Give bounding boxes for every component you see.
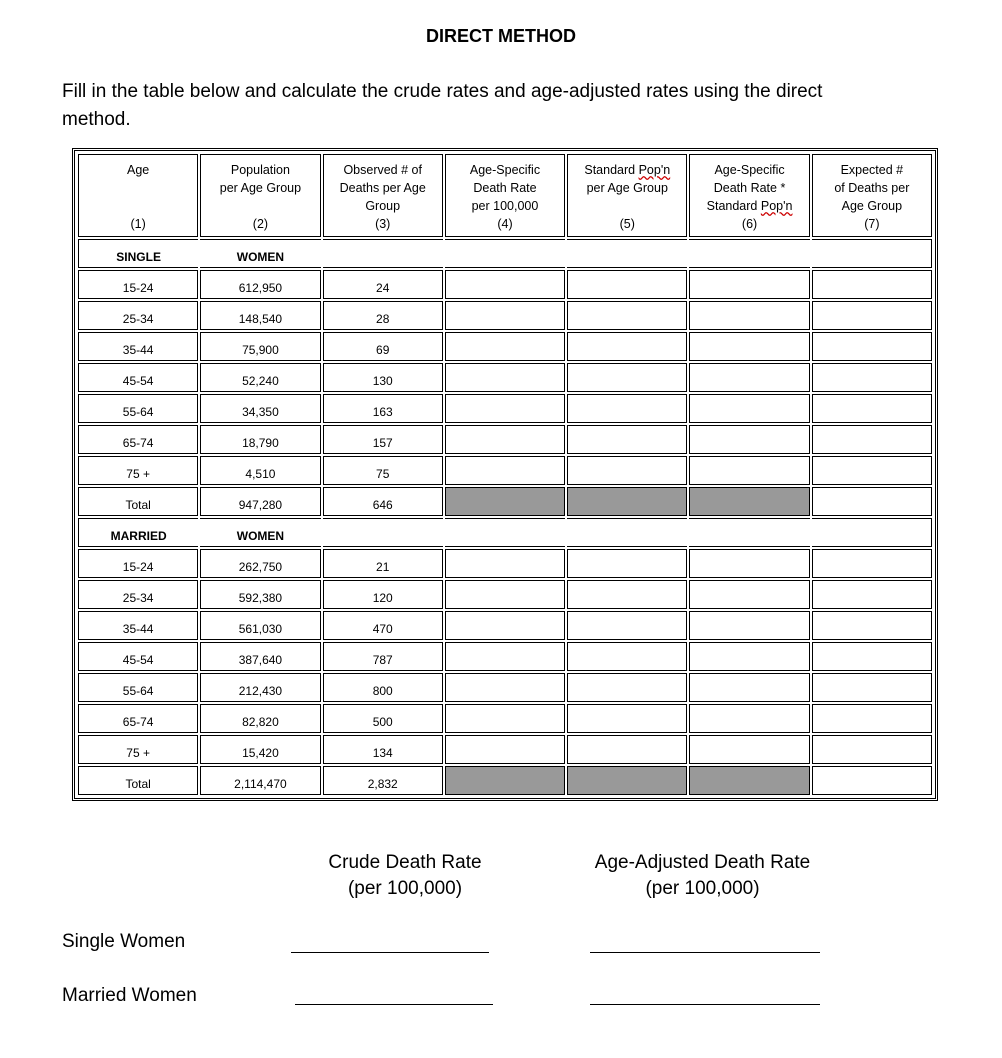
observed-deaths-cell: 470	[323, 611, 443, 640]
observed-deaths-cell: 21	[323, 549, 443, 578]
blank-input-cell[interactable]	[567, 611, 687, 640]
table-row	[78, 301, 932, 330]
population-cell: 4,510	[200, 456, 320, 485]
shaded-cell	[689, 487, 809, 516]
header-line: Deaths per Age	[339, 181, 426, 195]
blank-input-cell[interactable]	[812, 735, 932, 764]
section-cell	[812, 518, 932, 547]
blank-input-cell[interactable]	[445, 549, 565, 578]
observed-deaths-cell: 500	[323, 704, 443, 733]
blank-input-cell[interactable]	[689, 580, 809, 609]
blank-input-cell[interactable]	[445, 456, 565, 485]
shaded-cell	[567, 487, 687, 516]
table-row	[78, 549, 932, 578]
direct-method-table	[72, 148, 938, 801]
observed-deaths-cell: 2,832	[323, 766, 443, 795]
age-cell: 45-54	[78, 642, 198, 671]
age-cell: 25-34	[78, 301, 198, 330]
age-cell: 35-44	[78, 332, 198, 361]
population-cell: 212,430	[200, 673, 320, 702]
header-line: per Age Group	[586, 181, 668, 195]
blank-input-cell[interactable]	[812, 301, 932, 330]
table-row	[78, 642, 932, 671]
blank-input-cell[interactable]	[567, 704, 687, 733]
married-crude-blank[interactable]	[295, 1004, 493, 1005]
blank-input-cell[interactable]	[812, 332, 932, 361]
blank-input-cell[interactable]	[812, 580, 932, 609]
column-header	[200, 154, 320, 237]
table-row	[78, 394, 932, 423]
blank-input-cell[interactable]	[445, 332, 565, 361]
age-cell: 45-54	[78, 363, 198, 392]
blank-input-cell[interactable]	[689, 394, 809, 423]
blank-input-cell[interactable]	[689, 549, 809, 578]
blank-input-cell[interactable]	[689, 735, 809, 764]
table-row	[78, 735, 932, 764]
header-line: Age-Specific	[469, 163, 541, 177]
header-line: Age-Specific	[714, 163, 785, 177]
section-cell	[323, 239, 443, 268]
blank-input-cell[interactable]	[689, 363, 809, 392]
blank-input-cell[interactable]	[689, 456, 809, 485]
header-line: of Deaths per	[834, 181, 910, 195]
blank-input-cell[interactable]	[567, 270, 687, 299]
table-row	[78, 363, 932, 392]
adjusted-rate-heading	[580, 850, 825, 902]
header-line: (7)	[864, 217, 880, 231]
total-row	[78, 766, 932, 795]
single-crude-blank[interactable]	[291, 952, 489, 953]
population-cell: 82,820	[200, 704, 320, 733]
blank-input-cell[interactable]	[445, 363, 565, 392]
header-line: (4)	[497, 217, 513, 231]
column-header	[445, 154, 565, 237]
blank-input-cell[interactable]	[567, 549, 687, 578]
blank-input-cell[interactable]	[689, 704, 809, 733]
blank-input-cell[interactable]	[812, 487, 932, 516]
married-women-label: Married Women	[62, 985, 197, 1006]
section-cell	[567, 239, 687, 268]
blank-input-cell[interactable]	[567, 456, 687, 485]
blank-input-cell[interactable]	[812, 456, 932, 485]
blank-input-cell[interactable]	[812, 642, 932, 671]
age-cell: 35-44	[78, 611, 198, 640]
header-line: (6)	[741, 217, 758, 231]
blank-input-cell[interactable]	[445, 673, 565, 702]
observed-deaths-cell: 787	[323, 642, 443, 671]
blank-input-cell[interactable]	[812, 611, 932, 640]
table-row	[78, 673, 932, 702]
header-line: Group	[365, 199, 401, 213]
blank-input-cell[interactable]	[445, 580, 565, 609]
blank-input-cell[interactable]	[445, 642, 565, 671]
blank-input-cell[interactable]	[689, 332, 809, 361]
table-row	[78, 270, 932, 299]
adj-title: Age-Adjusted Death Rate	[594, 852, 811, 873]
blank-input-cell[interactable]	[445, 425, 565, 454]
section-label: MARRIED	[78, 518, 198, 547]
age-cell: 75 +	[78, 456, 198, 485]
column-header	[323, 154, 443, 237]
section-cell	[445, 239, 565, 268]
page-title: DIRECT METHOD	[426, 26, 576, 46]
observed-deaths-cell: 130	[323, 363, 443, 392]
age-cell: 15-24	[78, 270, 198, 299]
header-line: (3)	[375, 217, 391, 231]
population-cell: 262,750	[200, 549, 320, 578]
header-line: Age	[127, 163, 150, 177]
table-row	[78, 425, 932, 454]
observed-deaths-cell: 134	[323, 735, 443, 764]
married-adjusted-blank[interactable]	[590, 1004, 820, 1005]
observed-deaths-cell: 157	[323, 425, 443, 454]
adj-sub: (per 100,000)	[645, 878, 760, 899]
header-line: Age Group	[841, 199, 903, 213]
population-cell: 612,950	[200, 270, 320, 299]
header-line: Population	[230, 163, 290, 177]
shaded-cell	[689, 766, 809, 795]
header-line: (1)	[130, 217, 146, 231]
observed-deaths-cell: 24	[323, 270, 443, 299]
single-women-label: Single Women	[62, 931, 186, 952]
section-label: SINGLE	[78, 239, 198, 268]
header-line: (2)	[252, 217, 269, 231]
header-line: Death Rate *	[713, 181, 786, 195]
blank-input-cell[interactable]	[445, 270, 565, 299]
blank-input-cell[interactable]	[567, 332, 687, 361]
blank-input-cell[interactable]	[812, 270, 932, 299]
column-header	[689, 154, 809, 237]
blank-input-cell[interactable]	[567, 673, 687, 702]
column-header	[78, 154, 198, 237]
blank-input-cell[interactable]	[567, 363, 687, 392]
population-cell: 561,030	[200, 611, 320, 640]
age-cell: 15-24	[78, 549, 198, 578]
table-row	[78, 456, 932, 485]
age-cell: 75 +	[78, 735, 198, 764]
header-line: per Age Group	[219, 181, 302, 195]
observed-deaths-cell: 75	[323, 456, 443, 485]
age-cell: 65-74	[78, 704, 198, 733]
blank-input-cell[interactable]	[445, 704, 565, 733]
header-line: (5)	[619, 217, 635, 231]
blank-input-cell[interactable]	[689, 425, 809, 454]
population-cell: 18,790	[200, 425, 320, 454]
table-row	[78, 332, 932, 361]
section-sublabel: WOMEN	[200, 239, 320, 268]
age-cell: Total	[78, 487, 198, 516]
age-cell: 65-74	[78, 425, 198, 454]
section-row	[78, 518, 932, 547]
blank-input-cell[interactable]	[689, 642, 809, 671]
header-row	[78, 154, 932, 237]
total-row	[78, 487, 932, 516]
population-cell: 387,640	[200, 642, 320, 671]
crude-rate-heading	[310, 850, 500, 902]
observed-deaths-cell: 163	[323, 394, 443, 423]
single-adjusted-blank[interactable]	[590, 952, 820, 953]
header-line: Death Rate	[473, 181, 537, 195]
blank-input-cell[interactable]	[567, 642, 687, 671]
blank-input-cell[interactable]	[445, 301, 565, 330]
section-cell	[445, 518, 565, 547]
section-cell	[323, 518, 443, 547]
observed-deaths-cell: 69	[323, 332, 443, 361]
age-cell: Total	[78, 766, 198, 795]
blank-input-cell[interactable]	[689, 673, 809, 702]
blank-input-cell[interactable]	[567, 580, 687, 609]
shaded-cell	[445, 766, 565, 795]
shaded-cell	[567, 766, 687, 795]
blank-input-cell[interactable]	[689, 611, 809, 640]
blank-input-cell[interactable]	[812, 394, 932, 423]
population-cell: 2,114,470	[200, 766, 320, 795]
header-line: Standard Pop'n	[584, 163, 671, 177]
blank-input-cell[interactable]	[445, 611, 565, 640]
header-line: Standard Pop'n	[706, 199, 793, 213]
age-cell: 25-34	[78, 580, 198, 609]
blank-input-cell[interactable]	[567, 425, 687, 454]
blank-input-cell[interactable]	[812, 549, 932, 578]
table-row	[78, 580, 932, 609]
header-line: per 100,000	[471, 199, 539, 213]
column-header	[567, 154, 687, 237]
population-cell: 15,420	[200, 735, 320, 764]
blank-input-cell[interactable]	[689, 270, 809, 299]
table-row	[78, 704, 932, 733]
header-line: Expected #	[840, 163, 904, 177]
blank-input-cell[interactable]	[567, 301, 687, 330]
table-row	[78, 611, 932, 640]
shaded-cell	[445, 487, 565, 516]
age-cell: 55-64	[78, 394, 198, 423]
blank-input-cell[interactable]	[445, 735, 565, 764]
blank-input-cell[interactable]	[445, 394, 565, 423]
blank-input-cell[interactable]	[567, 735, 687, 764]
header-line: Observed # of	[343, 163, 422, 177]
population-cell: 947,280	[200, 487, 320, 516]
population-cell: 52,240	[200, 363, 320, 392]
blank-input-cell[interactable]	[812, 673, 932, 702]
section-row	[78, 239, 932, 268]
instructions	[62, 78, 892, 134]
population-cell: 75,900	[200, 332, 320, 361]
blank-input-cell[interactable]	[689, 301, 809, 330]
observed-deaths-cell: 800	[323, 673, 443, 702]
blank-input-cell[interactable]	[812, 425, 932, 454]
blank-input-cell[interactable]	[812, 704, 932, 733]
observed-deaths-cell: 28	[323, 301, 443, 330]
crude-sub: (per 100,000)	[347, 878, 463, 899]
column-header	[812, 154, 932, 237]
age-cell: 55-64	[78, 673, 198, 702]
instructions-text: Fill in the table below and calculate the crude rates and age-adjusted rates using the direct method.	[62, 81, 823, 130]
observed-deaths-cell: 646	[323, 487, 443, 516]
section-sublabel: WOMEN	[200, 518, 320, 547]
population-cell: 592,380	[200, 580, 320, 609]
population-cell: 148,540	[200, 301, 320, 330]
crude-title: Crude Death Rate	[328, 852, 482, 873]
population-cell: 34,350	[200, 394, 320, 423]
section-cell	[689, 239, 809, 268]
blank-input-cell[interactable]	[812, 363, 932, 392]
observed-deaths-cell: 120	[323, 580, 443, 609]
blank-input-cell[interactable]	[567, 394, 687, 423]
section-cell	[689, 518, 809, 547]
section-cell	[567, 518, 687, 547]
section-cell	[812, 239, 932, 268]
blank-input-cell[interactable]	[812, 766, 932, 795]
